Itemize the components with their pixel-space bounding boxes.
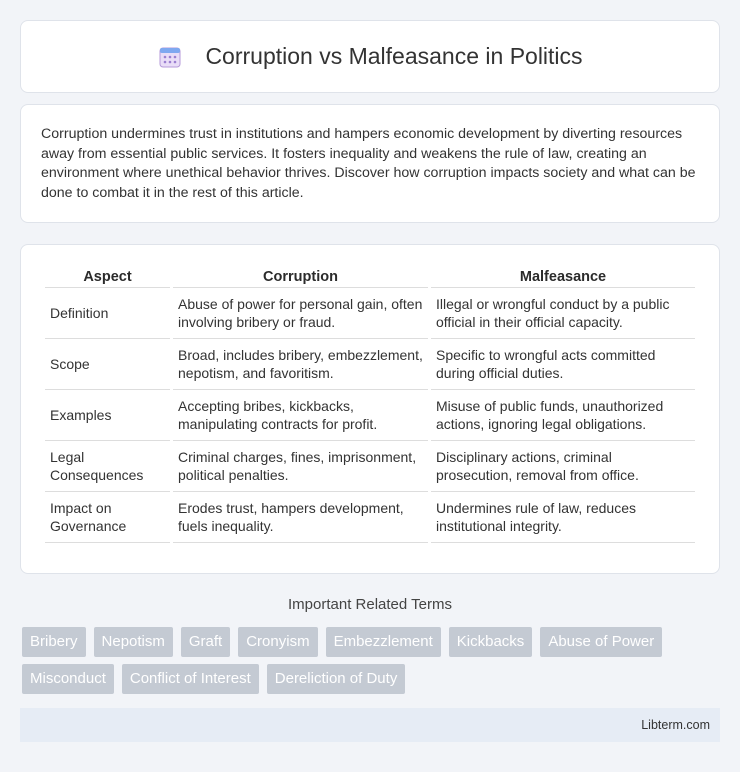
table-cell: Accepting bribes, kickbacks, manipulating contracts for profit.: [173, 390, 428, 441]
tag-cronyism[interactable]: Cronyism: [238, 627, 317, 657]
table-cell: Specific to wrongful acts committed during official duties.: [431, 339, 695, 390]
table-cell: Undermines rule of law, reduces institutional integrity.: [431, 492, 695, 543]
intro-text: Corruption undermines trust in institutions and hampers economic development by diverting resources away from essential public services. It fosters inequality and weakens the rule of law, creating an environment where unethical behavior thrives. Discover how corruption impacts society and what can be done to combat it in the rest of this article.: [41, 126, 696, 201]
table-cell: Examples: [45, 390, 170, 441]
tag-embezzlement[interactable]: Embezzlement: [326, 627, 441, 657]
tag-dereliction-of-duty[interactable]: Dereliction of Duty: [267, 664, 406, 694]
header-card: [20, 20, 720, 93]
comparison-table: [42, 265, 698, 543]
tag-bribery[interactable]: Bribery: [22, 627, 86, 657]
tag-kickbacks[interactable]: Kickbacks: [449, 627, 533, 657]
column-header: Aspect: [45, 265, 170, 288]
table-cell: Criminal charges, fines, imprisonment, political penalties.: [173, 441, 428, 492]
table-row: [45, 441, 695, 492]
footer: [20, 708, 720, 742]
table-cell: Erodes trust, hampers development, fuels inequality.: [173, 492, 428, 543]
table-cell: Legal Consequences: [45, 441, 170, 492]
footer-site-link[interactable]: Libterm.com: [641, 718, 710, 732]
intro-card: [20, 104, 720, 223]
table-row: [45, 339, 695, 390]
column-header: Corruption: [173, 265, 428, 288]
tag-misconduct[interactable]: Misconduct: [22, 664, 114, 694]
column-header: Malfeasance: [431, 265, 695, 288]
table-cell: Abuse of power for personal gain, often involving bribery or fraud.: [173, 288, 428, 339]
tag-conflict-of-interest[interactable]: Conflict of Interest: [122, 664, 259, 694]
table-cell: Definition: [45, 288, 170, 339]
page-title: Corruption vs Malfeasance in Politics: [205, 43, 583, 69]
table-row: [45, 288, 695, 339]
tag-nepotism[interactable]: Nepotism: [94, 627, 173, 657]
table-cell: Misuse of public funds, unauthorized actions, ignoring legal obligations.: [431, 390, 695, 441]
table-cell: Scope: [45, 339, 170, 390]
related-terms-list: [22, 627, 722, 694]
tag-abuse-of-power[interactable]: Abuse of Power: [540, 627, 662, 657]
related-terms-title: Important Related Terms: [288, 596, 452, 613]
table-cell: Illegal or wrongful conduct by a public official in their official capacity.: [431, 288, 695, 339]
comparison-table-card: [20, 244, 720, 574]
table-cell: Disciplinary actions, criminal prosecution, removal from office.: [431, 441, 695, 492]
table-row: [45, 492, 695, 543]
table-header-row: [45, 265, 695, 288]
table-cell: Impact on Governance: [45, 492, 170, 543]
tag-graft[interactable]: Graft: [181, 627, 230, 657]
calendar-grid-icon: [157, 44, 183, 70]
table-row: [45, 390, 695, 441]
table-cell: Broad, includes bribery, embezzlement, nepotism, and favoritism.: [173, 339, 428, 390]
